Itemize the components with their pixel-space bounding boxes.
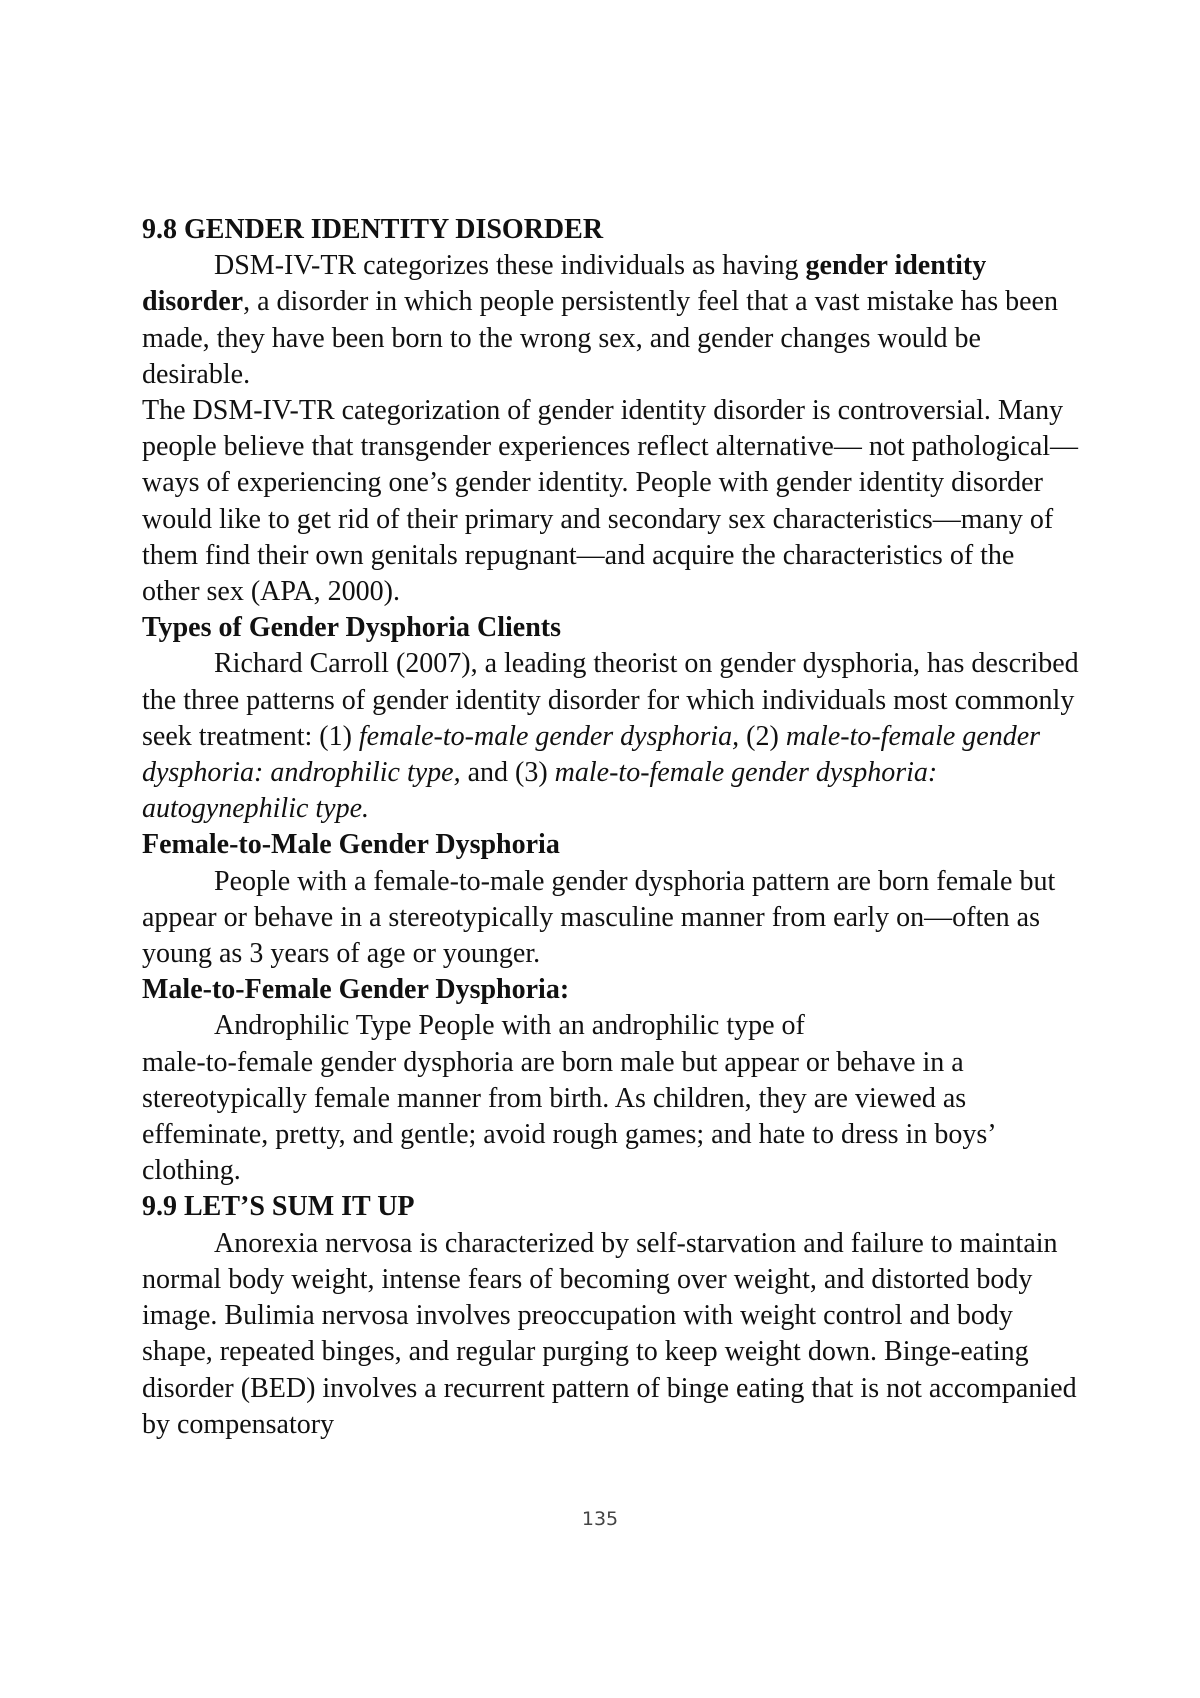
text-run: and (3)	[460, 757, 555, 789]
text-run: Androphilic Type People with an androphilic type of	[214, 1010, 805, 1042]
section-heading-gender-identity-disorder: 9.8 GENDER IDENTITY DISORDER	[142, 214, 604, 245]
italic-type-2: male-to-female gender dysphoria: androphilic type,	[142, 720, 1041, 789]
text-run: male-to-female gender dysphoria are born male but appear or behave in a stereotypically female manner from birth. As children, they are viewed as effeminate, pretty, and gentle; avoid rough games; and hate to dress in boys’ clothing.	[142, 1046, 995, 1187]
paragraph-gid-controversy	[142, 393, 1082, 610]
section-heading-types: Types of Gender Dysphoria Clients	[142, 612, 561, 644]
text-run: Richard Carroll (2007), a leading theorist on gender dysphoria, has described the three patterns of gender identity disorder for which individuals most commonly seek treatment: (1)	[142, 648, 1079, 752]
paragraph-sum-it-up: Anorexia nervosa is characterized by self-starvation and failure to maintain normal body weight, intense fears of becoming over weight, and distorted body image. Bulimia nervosa involves preoccupation with weight control and body shape, repeated binges, and regular purging to keep weight down. Binge-eating disorder (BED) involves a recurrent pattern of binge eating that is not accompanied by compensatory	[142, 1227, 1077, 1440]
page-number: 135	[581, 1508, 619, 1530]
paragraph-gid-definition	[142, 248, 1082, 393]
text-run: , a disorder in which people persistently feel that a vast mistake has been made, they have been born to the wrong sex, and gender changes would be desirable.	[142, 286, 1058, 390]
italic-type-1: female-to-male gender dysphoria,	[358, 720, 740, 752]
paragraph-types	[142, 646, 1082, 827]
italic-type-3: male-to-female gender dysphoria: autogynephilic type.	[142, 757, 938, 825]
text-run: other sex (APA, 2000).	[142, 576, 400, 608]
page-body	[142, 212, 1082, 1443]
section-heading-male-to-female: Male-to-Female Gender Dysphoria:	[142, 974, 570, 1006]
text-run: DSM-IV-TR categorizes these individuals as having	[214, 250, 806, 282]
section-heading-sum-it-up: 9.9 LET’S SUM IT UP	[142, 1191, 415, 1223]
paragraph-female-to-male: People with a female-to-male gender dysphoria pattern are born female but appear or behave in a stereotypically masculine manner from early on—often as young as 3 years of age or younger.	[142, 865, 1056, 970]
section-heading-female-to-male: Female-to-Male Gender Dysphoria	[142, 829, 560, 861]
text-run: (2)	[739, 720, 786, 752]
bold-term-gender-identity-disorder: gender identity disorder	[142, 250, 987, 318]
paragraph-male-to-female	[142, 1008, 1082, 1189]
text-run: The DSM-IV-TR categorization of gender identity disorder is controversial. Many people believe that transgender experiences reflect alternative— not pathological—ways of experiencing one’s gender identity. People with gender identity disorder would like to get rid of their primary and secondary sex characteristics—many of them find their own genitals repugnant—and acquire the characteristics of the	[142, 395, 1079, 571]
